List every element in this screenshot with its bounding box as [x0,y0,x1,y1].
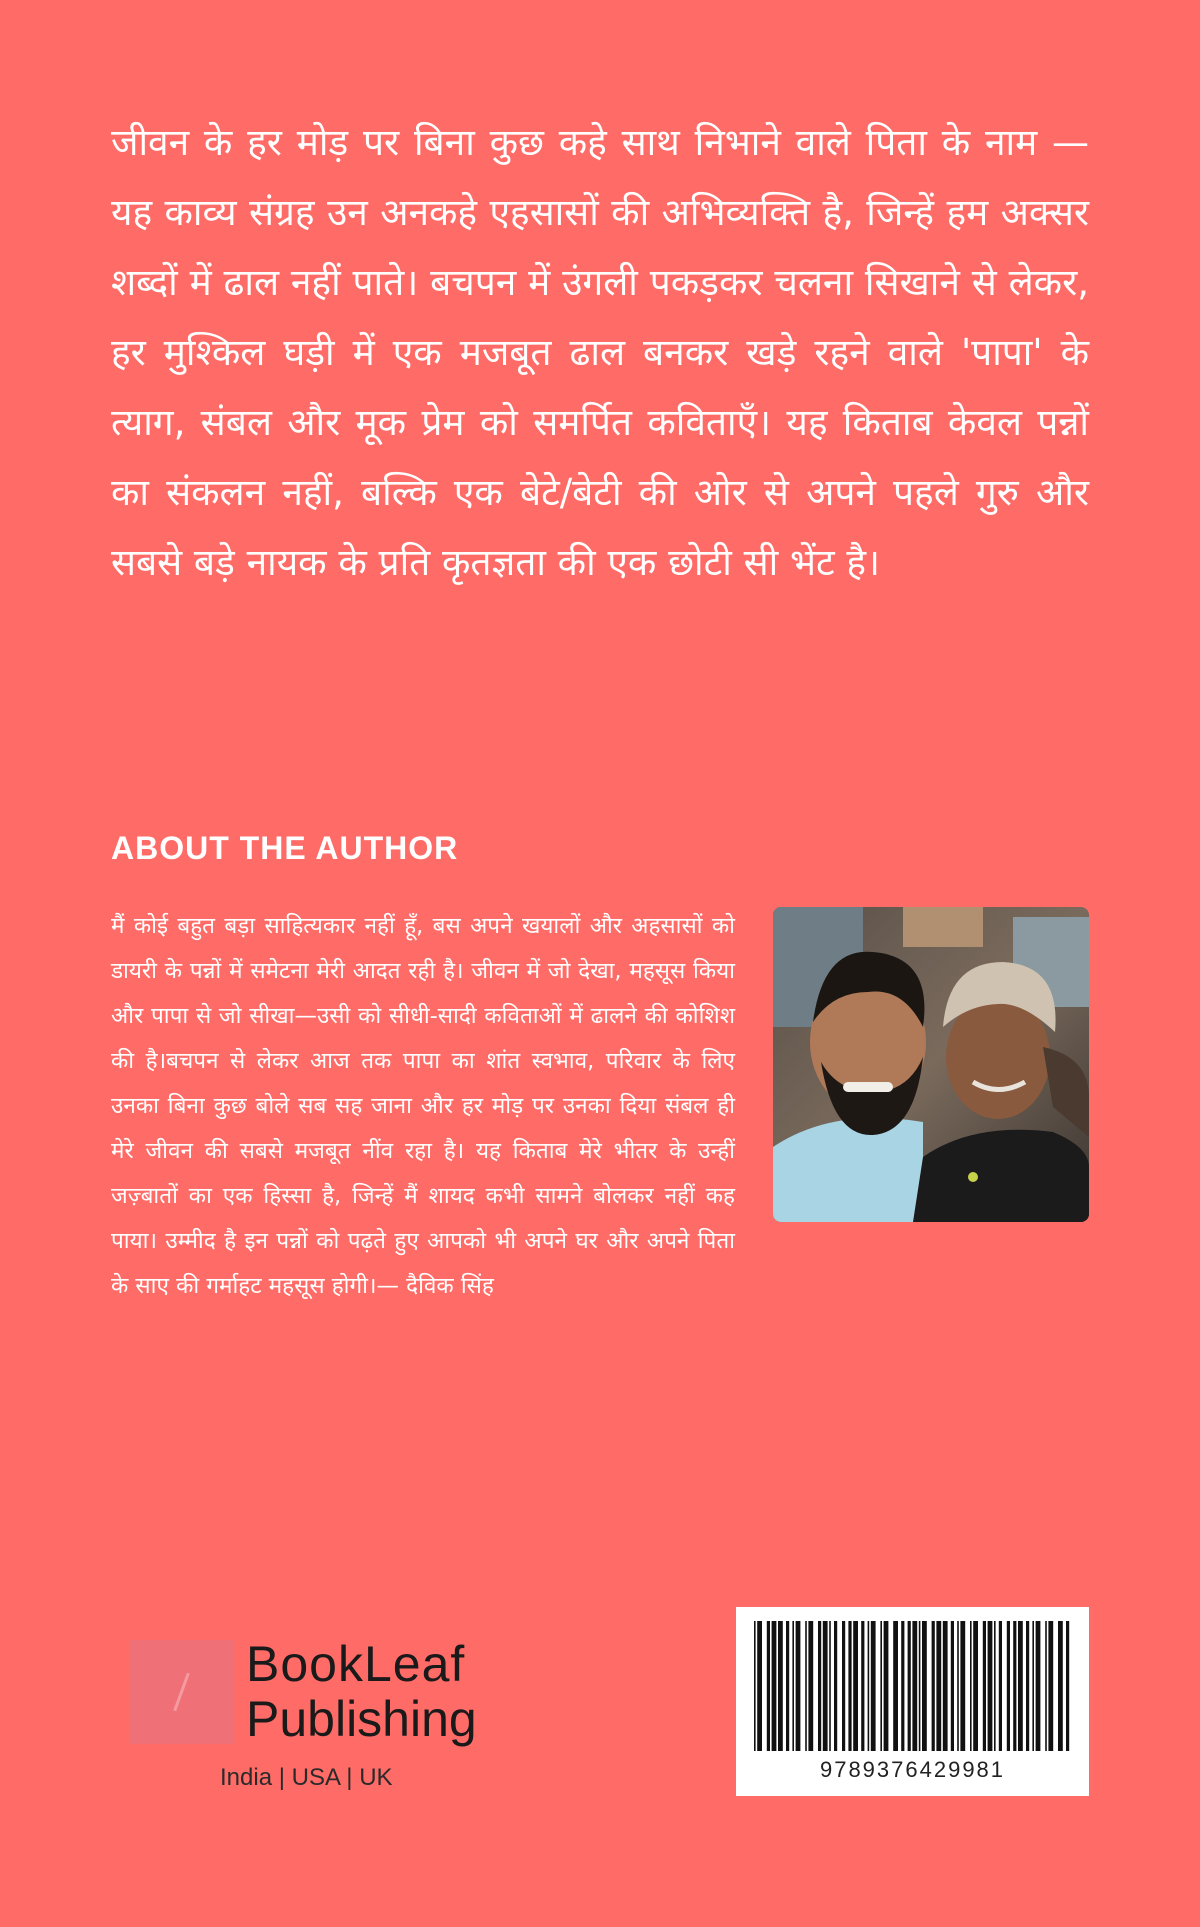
barcode-bar [922,1621,927,1751]
barcode-bar [805,1621,807,1751]
barcode-bar [999,1621,1002,1751]
barcode-bar [871,1621,876,1751]
barcode-bar [853,1621,858,1751]
barcode-bar [1036,1621,1041,1751]
barcode-bar [919,1621,921,1751]
publisher-regions: India | USA | UK [220,1764,393,1791]
barcode-bar [957,1621,959,1751]
barcode-bar [884,1621,889,1751]
barcode-bar [988,1621,993,1751]
leaf-mark-icon [130,1640,234,1744]
barcode-bar [868,1621,870,1751]
barcode-bar [808,1621,813,1751]
barcode-bar [983,1621,986,1751]
about-author-text: मैं कोई बहुत बड़ा साहित्यकार नहीं हूँ, बस अपने खयालों और अहसासों को डायरी के पन्नों में समेटना मेरी आदत रही है। जीवन में जो देखा, महसूस किया और पापा से जो सीखा—उसी को सीधी-सादी कविताओं में ढालने की कोशिश की है।बचपन से लेकर आज तक पापा का शांत स्वभाव, परिवार के लिए उनका बिना कुछ बोले सब सह जाना और हर मोड़ पर उनका दिया संबल ही मेरे जीवन की सबसे मजबूत नींव रहा है। यह किताब मेरे भीतर के उन्हीं जज़्बातों का एक हिस्सा है, जिन्हें मैं शायद कभी सामने बोलकर नहीं कह पाया। उम्मीद है इन पन्नों को पढ़ते हुए आपको भी अपने घर और अपने पिता के साए की गर्माहट महसूस होगी।— दैविक सिंह [111,913,735,1299]
barcode-bar [767,1621,770,1751]
barcode-bar [818,1621,821,1751]
barcode-bar [908,1621,911,1751]
publisher-name-line1: BookLeaf [246,1636,466,1692]
barcode-bar [936,1621,941,1751]
book-blurb: जीवन के हर मोड़ पर बिना कुछ कहे साथ निभाने वाले पिता के नाम — यह काव्य संग्रह उन अनकहे एहसासों की अभिव्यक्ति है, जिन्हें हम अक्सर शब्दों में ढाल नहीं पाते। बचपन में उंगली पकड़कर चलना सिखाने से लेकर, हर मुश्किल घड़ी में एक मजबूत ढाल बनकर खड़े रहने वाले 'पापा' के त्याग, संबल और मूक प्रेम को समर्पित कविताएँ। यह किताब केवल पन्नों का संकलन नहीं, बल्कि एक बेटे/बेटी की ओर से अपने पहले गुरु और सबसे बड़े नायक के प्रति कृतज्ञता की एक छोटी सी भेंट है। [111,121,1089,584]
barcode-bar [842,1621,845,1751]
barcode-bar [848,1621,851,1751]
barcode-bar [861,1621,864,1751]
barcode-bar [834,1621,837,1751]
barcode-bar [1058,1621,1063,1751]
barcode-bar [1007,1621,1010,1751]
barcode-bar [912,1621,917,1751]
barcode-bar [1045,1621,1047,1751]
barcode-bar [880,1621,882,1751]
barcode-bar [951,1621,954,1751]
barcode-bar [1032,1621,1034,1751]
barcode-bar [1048,1621,1053,1751]
barcode-bar [829,1621,831,1751]
publisher-name-line2: Publishing [246,1691,477,1747]
barcode-bar [772,1621,777,1751]
isbn-number: 9789376429981 [819,1757,1006,1782]
barcode-bar [786,1621,789,1751]
barcode-bar [901,1621,904,1751]
author-photo [773,907,1089,1222]
about-author-heading: ABOUT THE AUTHOR [111,830,459,866]
barcode-bar [970,1621,972,1751]
barcode-bar [960,1621,965,1751]
barcode-bar [1026,1621,1029,1751]
barcode-bars-icon [750,1621,1075,1751]
barcode-bar [754,1621,756,1751]
barcode-bar [792,1621,794,1751]
barcode-bar [823,1621,828,1751]
isbn-barcode [736,1607,1089,1796]
barcode-bar [1018,1621,1023,1751]
barcode-bar [778,1621,783,1751]
barcode-bar [973,1621,978,1751]
barcode-bar [943,1621,948,1751]
barcode-bar [796,1621,801,1751]
barcode-bar [757,1621,762,1751]
barcode-bar [994,1621,996,1751]
barcode-bar [1066,1621,1069,1751]
barcode-bar [893,1621,898,1751]
barcode-bar [1013,1621,1016,1751]
barcode-bar [932,1621,935,1751]
publisher-logo [130,1636,510,1806]
